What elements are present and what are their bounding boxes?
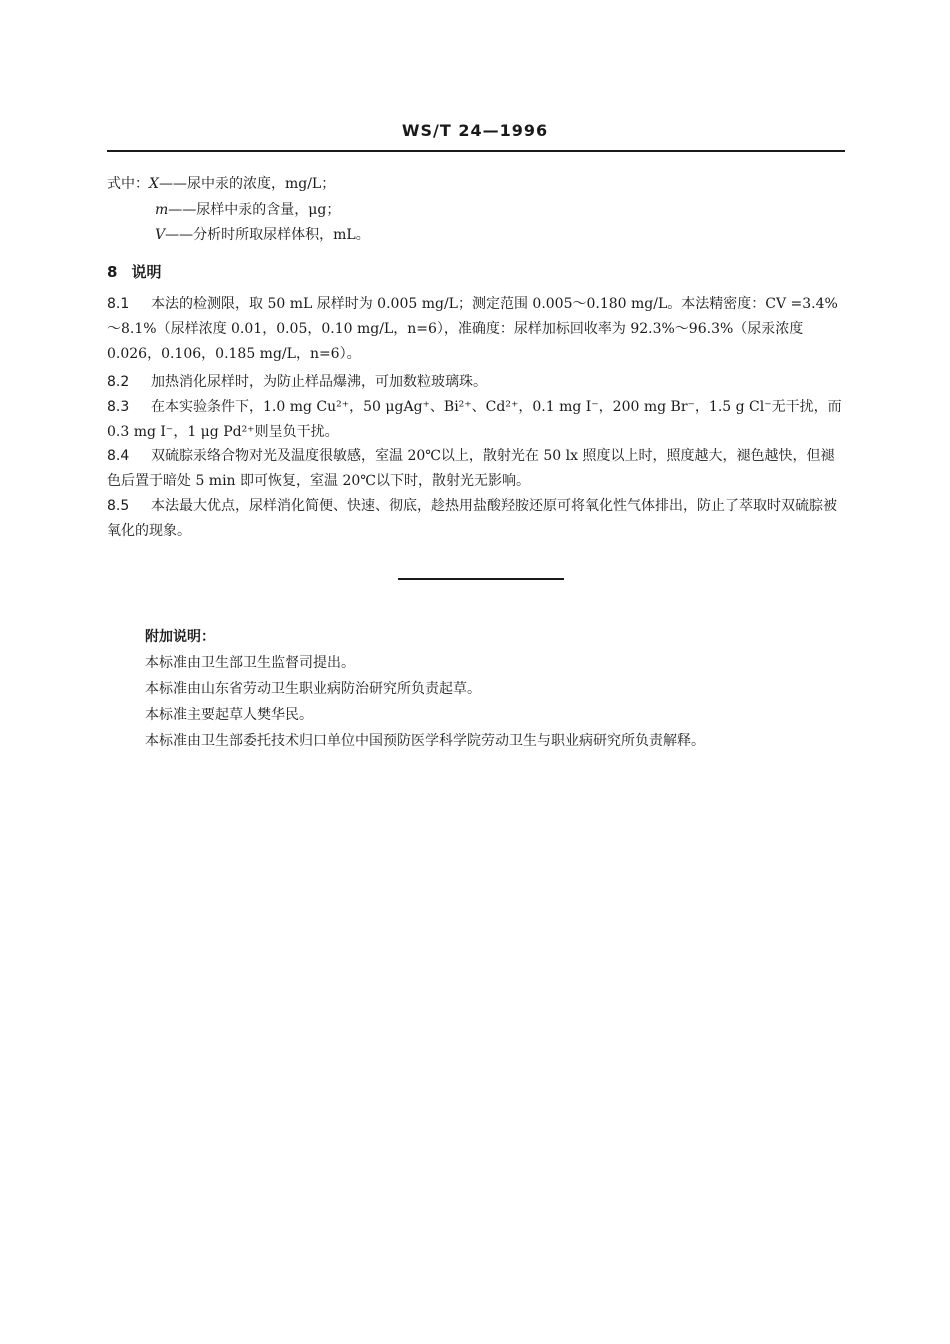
paragraph-number: 8.1 <box>107 296 130 312</box>
formula-intro: 式中： <box>107 176 149 192</box>
note-item: 本标准由卫生部卫生监督司提出。 <box>145 655 355 671</box>
variable-row-m <box>155 200 340 220</box>
variable-desc: ——尿样中汞的含量，μg； <box>168 202 341 218</box>
paragraph-8-4 <box>107 444 845 494</box>
note-item: 本标准主要起草人樊华民。 <box>145 707 313 723</box>
paragraph-number: 8.2 <box>107 374 130 390</box>
paragraph-8-1 <box>107 292 845 367</box>
section-heading <box>107 261 161 282</box>
end-rule <box>398 578 564 580</box>
variable-row-x <box>107 174 335 194</box>
variable-symbol: m <box>155 202 169 218</box>
paragraph-8-2 <box>107 370 845 395</box>
additional-notes <box>145 624 705 754</box>
header-rule <box>107 150 845 152</box>
variable-symbol: V <box>155 227 166 243</box>
variable-row-v <box>155 225 370 245</box>
notes-title: 附加说明： <box>145 629 215 645</box>
paragraph-text: 本法的检测限，取 50 mL 尿样时为 0.005 mg/L；测定范围 0.005～0.180 mg/L。本法精密度：CV =3.4%～8.1%（尿样浓度 0.01，0.05，0.10 mg/L，n=6），准确度：尿样加标回收率为 92.3%～96.3%（尿汞浓度 0.026，0.106，0.185 mg/L，n=6）。 <box>107 296 838 362</box>
section-number: 8 <box>107 263 118 281</box>
standard-code-header: WS/T 24—1996 <box>401 121 549 140</box>
paragraph-text: 双硫腙汞络合物对光及温度很敏感，室温 20℃以上，散射光在 50 lx 照度以上时，照度越大，褪色越快，但褪色后置于暗处 5 min 即可恢复，室温 20℃以下时，散射光无影响。 <box>107 448 835 489</box>
note-item: 本标准由卫生部委托技术归口单位中国预防医学科学院劳动卫生与职业病研究所负责解释。 <box>145 733 705 749</box>
note-item: 本标准由山东省劳动卫生职业病防治研究所负责起草。 <box>145 681 481 697</box>
paragraph-number: 8.4 <box>107 448 130 464</box>
section-title: 说明 <box>131 263 162 281</box>
paragraph-text: 在本实验条件下，1.0 mg Cu²⁺，50 μgAg⁺、Bi²⁺、Cd²⁺，0.1 mg I⁻，200 mg Br⁻，1.5 g Cl⁻无干扰，而 0.3 mg I⁻，1 μg Pd²⁺则呈负干扰。 <box>107 399 842 440</box>
variable-desc: ——分析时所取尿样体积，mL。 <box>165 227 370 243</box>
paragraph-8-3 <box>107 395 845 445</box>
paragraph-8-5 <box>107 494 845 544</box>
paragraph-number: 8.3 <box>107 399 130 415</box>
paragraph-text: 加热消化尿样时，为防止样品爆沸，可加数粒玻璃珠。 <box>151 374 487 390</box>
variable-desc: ——尿中汞的浓度，mg/L； <box>158 176 336 192</box>
paragraph-number: 8.5 <box>107 498 130 514</box>
variable-symbol: X <box>149 176 159 192</box>
paragraph-text: 本法最大优点，尿样消化简便、快速、彻底，趁热用盐酸羟胺还原可将氧化性气体排出，防止了萃取时双硫腙被氧化的现象。 <box>107 498 837 539</box>
